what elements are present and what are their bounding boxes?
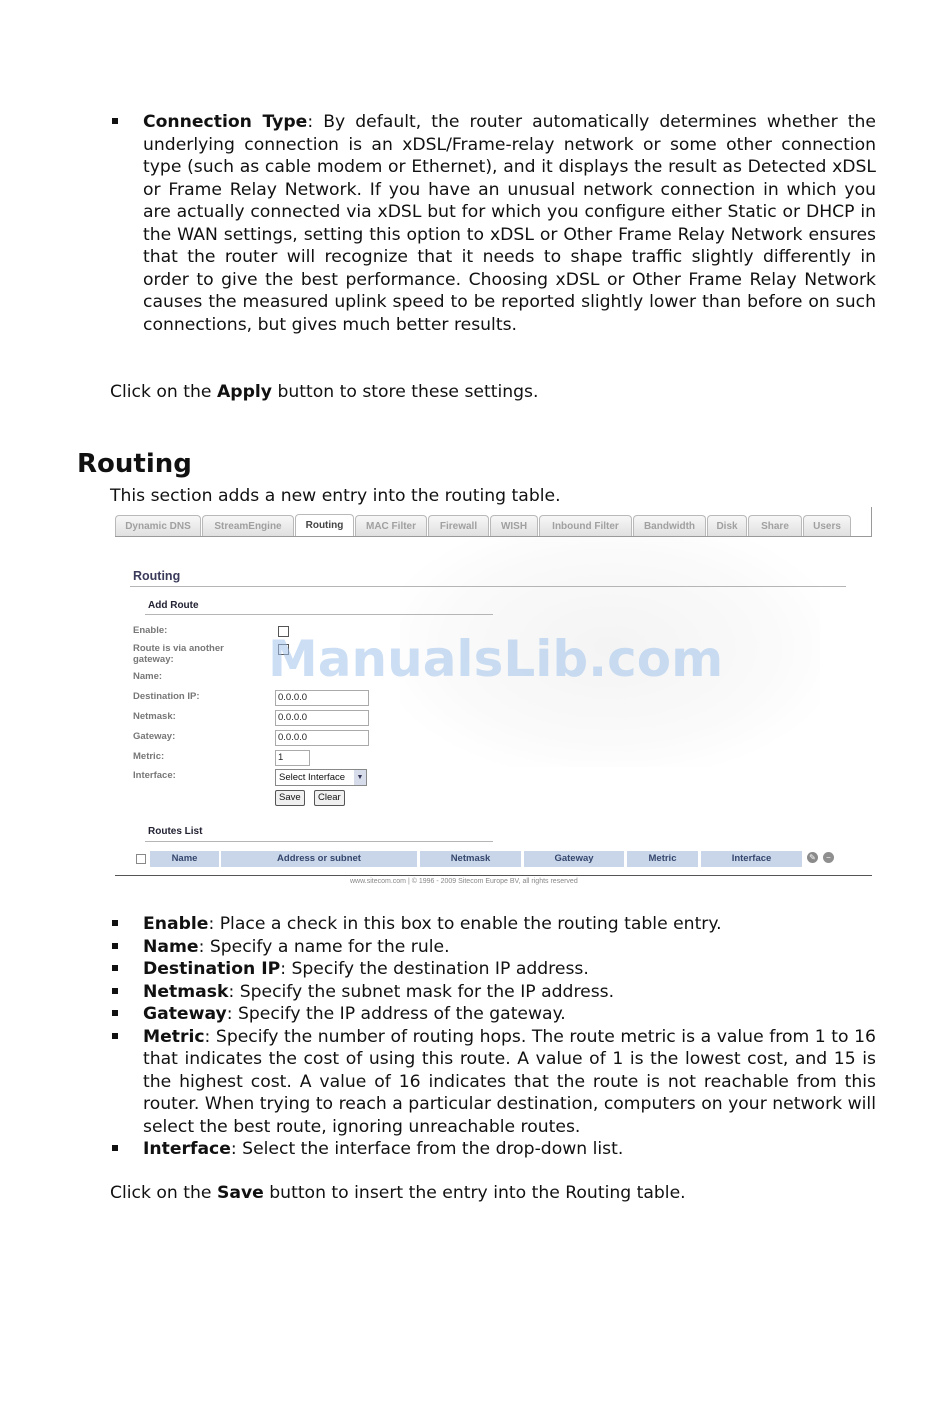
- section-title: Routing: [77, 449, 192, 479]
- tab-disk[interactable]: Disk: [707, 515, 747, 536]
- tab-routing[interactable]: Routing: [295, 514, 354, 537]
- bullet-text: : Select the interface from the drop-down list.: [230, 1139, 624, 1159]
- bullet-marker: [112, 943, 118, 949]
- bullet-term: Destination IP: [143, 959, 281, 979]
- column-header-netmask: Netmask: [420, 851, 521, 867]
- bullet-term: Gateway: [143, 1004, 227, 1024]
- add-route-heading: Add Route: [148, 600, 199, 611]
- bullet-netmask: [110, 981, 876, 1004]
- apply-note: [110, 381, 538, 404]
- tab-dynamic-dns[interactable]: Dynamic DNS: [115, 515, 201, 536]
- tab-users[interactable]: Users: [803, 515, 851, 536]
- destination-ip-label: Destination IP:: [133, 691, 200, 702]
- connection-type-bullets: [110, 111, 876, 336]
- bullet-marker: [112, 1010, 118, 1016]
- column-header-name: Name: [150, 851, 219, 867]
- tab-bandwidth[interactable]: Bandwidth: [633, 515, 706, 536]
- watermark: ManualsLib.com: [268, 630, 724, 688]
- delete-icon: −: [823, 852, 834, 863]
- tab-wish[interactable]: WISH: [490, 515, 538, 536]
- tab-inbound-filter[interactable]: Inbound Filter: [539, 515, 632, 536]
- column-header-address: Address or subnet: [221, 851, 417, 867]
- netmask-input[interactable]: 0.0.0.0: [275, 710, 369, 726]
- name-label: Name:: [133, 671, 163, 682]
- bullet-interface: [110, 1138, 876, 1161]
- routing-screenshot: [110, 507, 874, 887]
- bullet-marker: [112, 920, 118, 926]
- apply-note-post: button to store these settings.: [271, 382, 539, 402]
- gateway-label: Gateway:: [133, 731, 176, 742]
- bullet-term: Connection Type: [143, 112, 308, 132]
- bullet-term: Name: [143, 936, 199, 957]
- tab-mac-filter[interactable]: MAC Filter: [355, 515, 427, 536]
- bullet-connection-type: [110, 111, 876, 336]
- tab-streamengine[interactable]: StreamEngine: [202, 515, 294, 536]
- bullet-marker: [112, 988, 118, 994]
- bullet-text: : By default, the router automatically determines whether the underlying connection is an xDSL/Frame-relay network or some other connection type (such as cable modem or Ethernet), and it displays the result as Detected xDSL or Frame Relay Network. If you have an unusual network connection in which you are actually connected via xDSL but for which you configure either Static or DHCP in the WAN settings, setting this option to xDSL or Other Frame Relay Network ensures that the router will recognize that it needs to shape traffic slightly differently in order to give the best performance. Choosing xDSL or Other Frame Relay Network causes the measured uplink speed to be reported slightly lower than before on such connections, but gives much better results.: [143, 112, 876, 335]
- apply-note-pre: Click on the: [110, 382, 217, 402]
- bullet-text: : Specify the IP address of the gateway.: [226, 1004, 566, 1024]
- bullet-text: : Specify the number of routing hops. The route metric is a value from 1 to 16 that indicates the cost of using this route. A value of 1 is the lowest cost, and 15 is the highest cost. A value of 16 indicates that the route is not reachable from this router. When trying to reach a particular destination, computers on your network will select the best route, ignoring unreachable routes.: [143, 1026, 876, 1137]
- bullet-marker: [112, 118, 118, 124]
- bullet-enable: [110, 913, 876, 936]
- column-header-metric: Metric: [627, 851, 698, 867]
- tab-share[interactable]: Share: [748, 515, 802, 536]
- save-note-post: button to insert the entry into the Routing table.: [263, 1183, 686, 1203]
- save-note: [110, 1182, 686, 1205]
- destination-ip-input[interactable]: 0.0.0.0: [275, 690, 369, 706]
- footer-divider: [115, 875, 872, 876]
- copyright-footer: www.sitecom.com | © 1996 - 2009 Sitecom Europe BV, all rights reserved: [350, 878, 578, 885]
- save-button[interactable]: Save: [275, 790, 305, 806]
- tab-firewall[interactable]: Firewall: [428, 515, 489, 536]
- bullet-marker: [112, 965, 118, 971]
- save-note-pre: Click on the: [110, 1183, 217, 1203]
- via-gateway-label: Route is via another gateway:: [133, 643, 224, 665]
- section-intro: This section adds a new entry into the routing table.: [110, 486, 561, 506]
- bullet-marker: [112, 1145, 118, 1151]
- bullet-gateway: [110, 1003, 876, 1026]
- field-description-bullets: [110, 913, 876, 1161]
- panel-title: Routing: [133, 569, 181, 583]
- tab-underline: [115, 536, 872, 537]
- bullet-destination-ip: [110, 958, 876, 981]
- netmask-label: Netmask:: [133, 711, 176, 722]
- enable-label: Enable:: [133, 625, 168, 636]
- routes-list-divider: [145, 841, 493, 842]
- interface-label: Interface:: [133, 770, 176, 781]
- interface-select-value: Select Interface: [279, 772, 346, 783]
- bullet-term: Interface: [143, 1139, 231, 1159]
- add-route-divider: [145, 614, 493, 615]
- tab-right-edge: [871, 507, 872, 537]
- bullet-text: : Specify the destination IP address.: [280, 959, 589, 979]
- bullet-text: : Place a check in this box to enable the routing table entry.: [208, 914, 722, 934]
- gateway-input[interactable]: 0.0.0.0: [275, 730, 369, 746]
- metric-label: Metric:: [133, 751, 165, 762]
- column-header-interface: Interface: [701, 851, 802, 867]
- bullet-marker: [112, 1033, 118, 1039]
- interface-select[interactable]: [275, 769, 367, 786]
- bullet-text: : Specify a name for the rule.: [198, 936, 450, 957]
- bullet-metric: [110, 1026, 876, 1139]
- bullet-term: Metric: [143, 1026, 205, 1047]
- column-header-gateway: Gateway: [524, 851, 624, 867]
- bullet-name: [110, 936, 876, 959]
- select-all-checkbox[interactable]: [136, 854, 146, 864]
- edit-icon: ✎: [807, 852, 818, 863]
- save-note-bold: Save: [216, 1183, 264, 1203]
- bullet-term: Netmask: [143, 981, 229, 1002]
- metric-input[interactable]: 1: [275, 750, 310, 766]
- routes-list-heading: Routes List: [148, 826, 203, 837]
- title-divider: [130, 586, 846, 587]
- clear-button[interactable]: Clear: [314, 790, 345, 806]
- chevron-down-icon: ▼: [354, 770, 366, 785]
- bullet-text: : Specify the subnet mask for the IP address.: [228, 981, 615, 1002]
- apply-note-bold: Apply: [216, 382, 272, 402]
- bullet-term: Enable: [143, 914, 209, 934]
